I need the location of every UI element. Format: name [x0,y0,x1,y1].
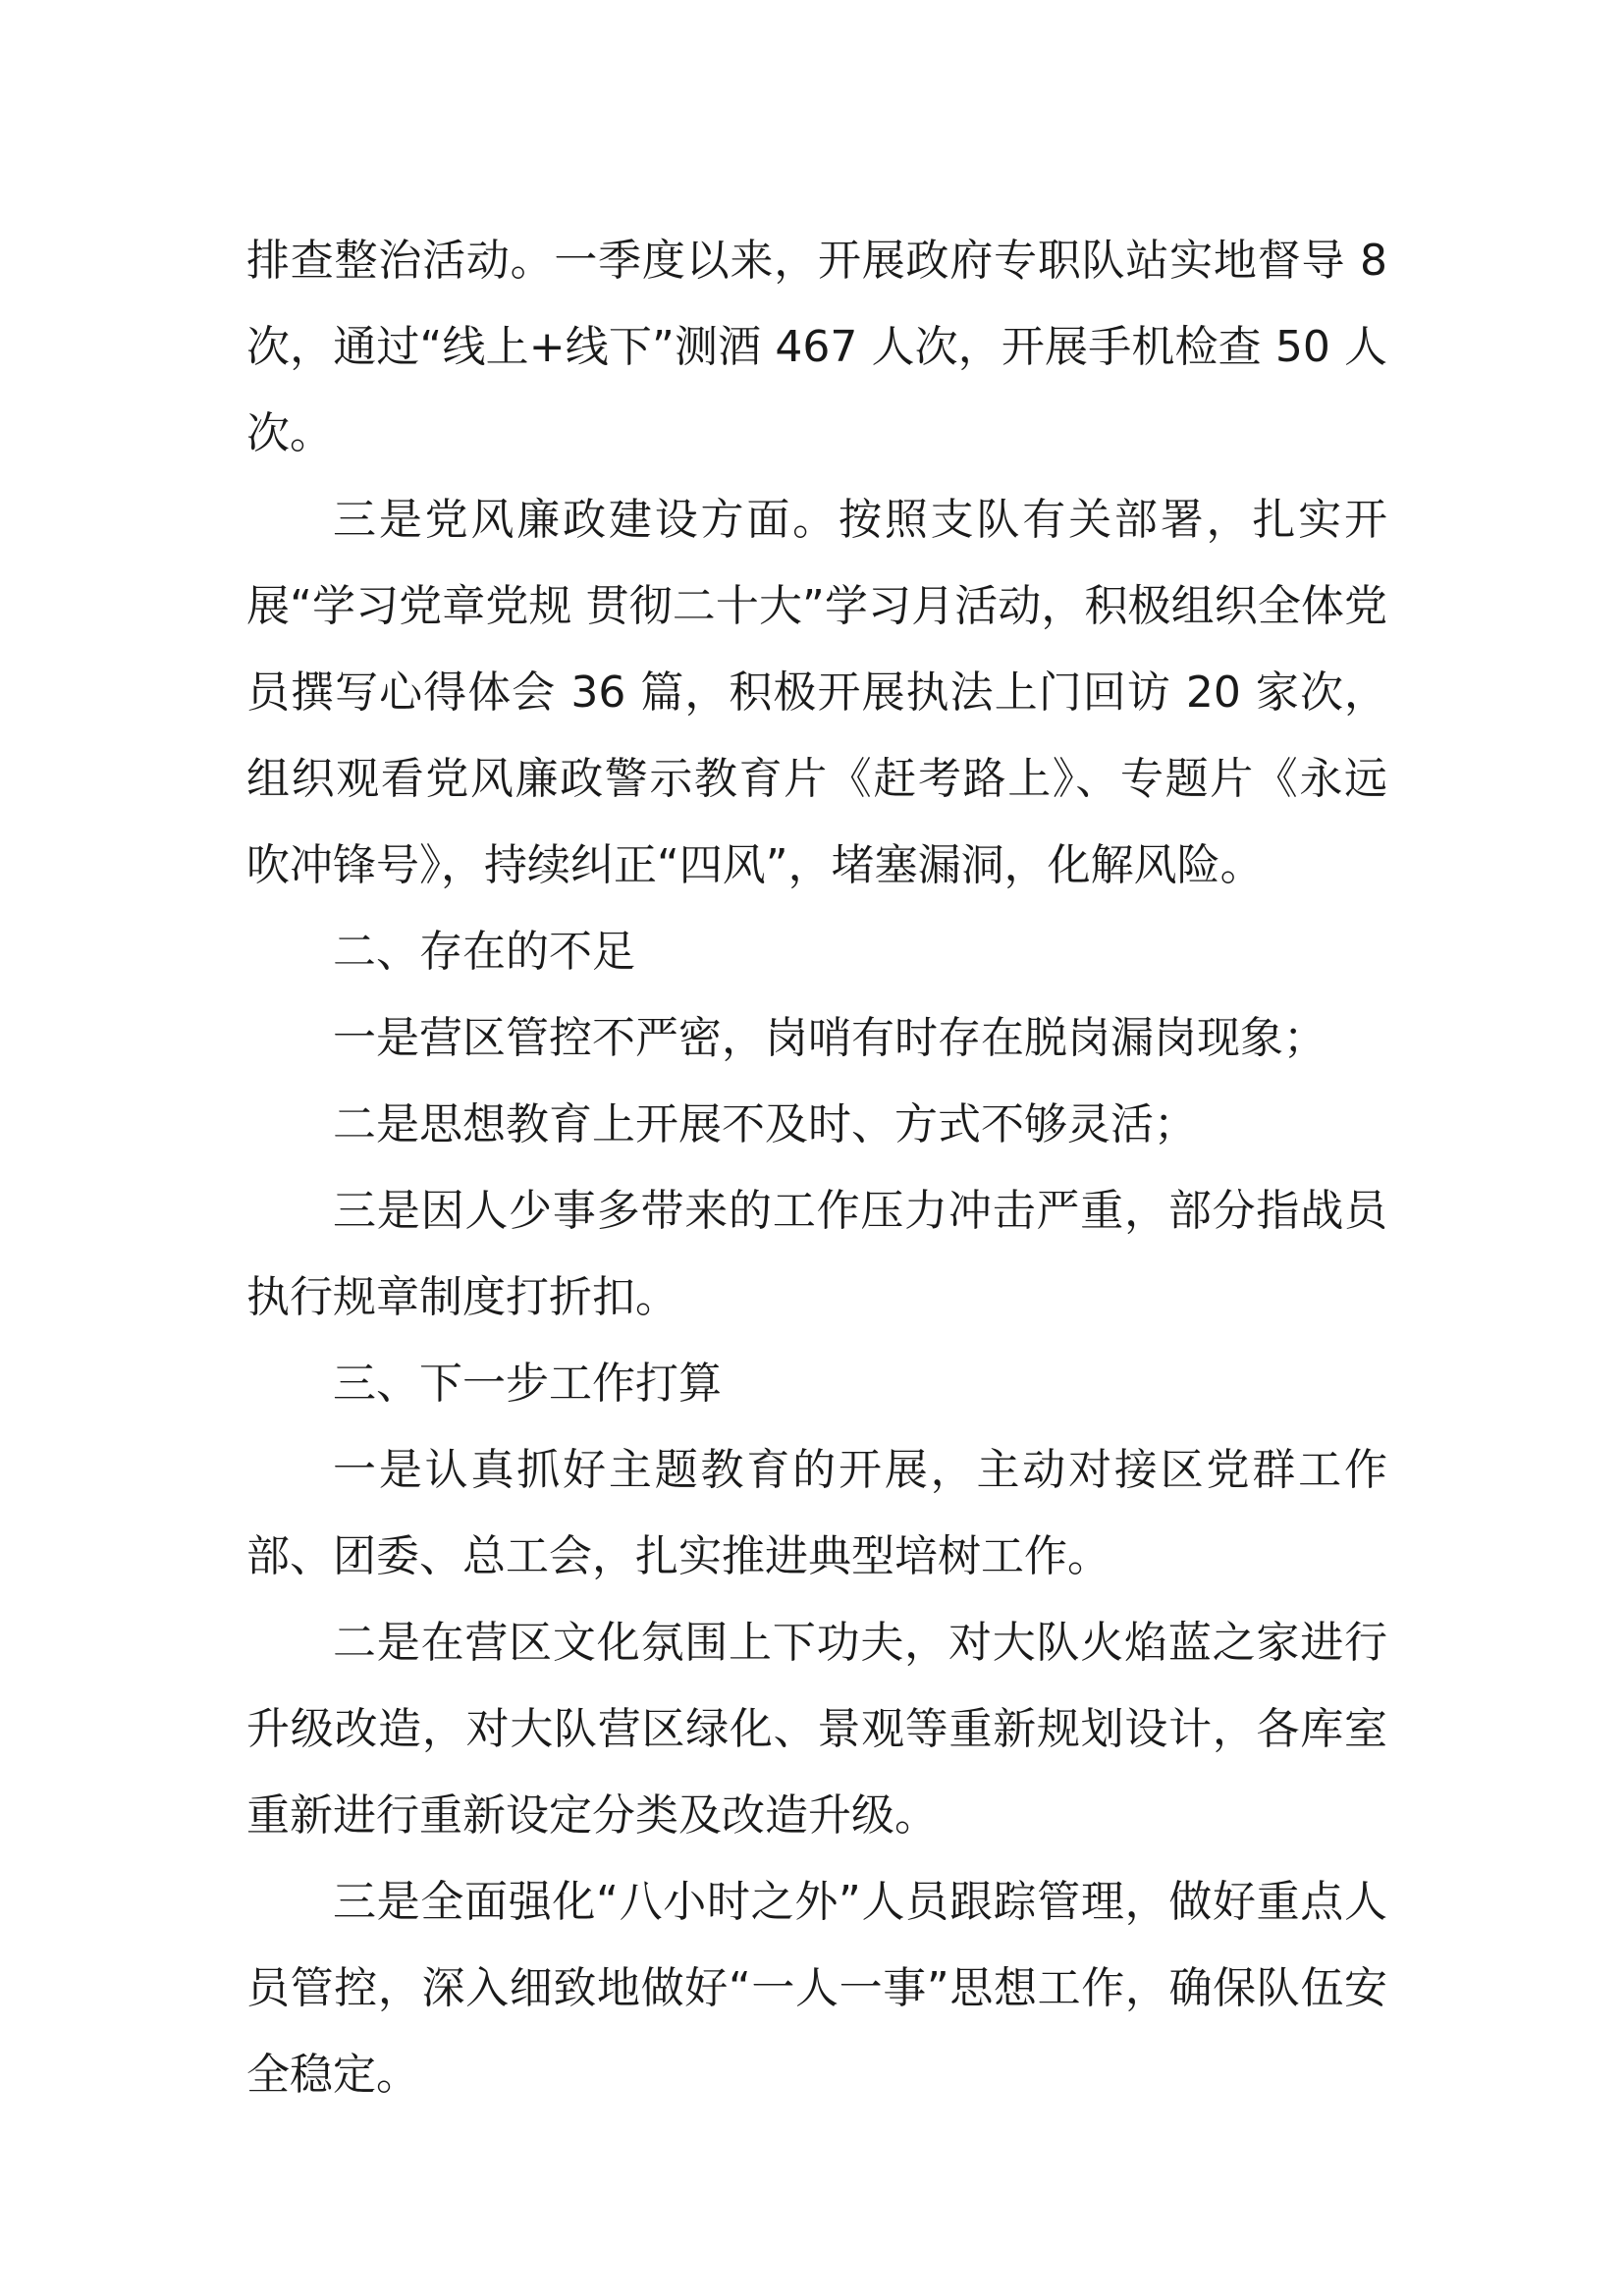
paragraph-shortcoming-2: 二是思想教育上开展不及时、方式不够灵活； [333,1099,1197,1149]
paragraph-shortcoming-3: 三是因人少事多带来的工作压力冲击严重，部分指战员执行规章制度打折扣。 [246,1186,1387,1322]
heading-next-steps: 三、下一步工作打算 [333,1359,722,1409]
paragraph-continued-inspection: 排查整治活动。一季度以来，开展政府专职队站实地督导 8 次，通过“线上+线下”测酒 467 人次，开展手机检查 50 人次。 [246,236,1387,458]
paragraph-next-step-2: 二是在营区文化氛围上下功夫，对大队火焰蓝之家进行升级改造，对大队营区绿化、景观等重新规划设计，各库室重新进行重新设定分类及改造升级。 [246,1618,1387,1841]
paragraph-party-conduct: 三是党风廉政建设方面。按照支队有关部署，扎实开展“学习党章党规 贯彻二十大”学习月活动，积极组织全体党员撰写心得体会 36 篇，积极开展执法上门回访 20 家次，组织观看党风廉政警示教育片《赶考路上》、专题片《永远吹冲锋号》，持续纠正“四风”，堵塞漏洞，化解风险。 [246,495,1387,890]
paragraph-shortcoming-1: 一是营区管控不严密，岗哨有时存在脱岗漏岗现象； [333,1013,1326,1063]
document-body [246,218,1387,2118]
heading-shortcomings: 二、存在的不足 [333,927,635,977]
paragraph-next-step-3: 三是全面强化“八小时之外”人员跟踪管理，做好重点人员管控，深入细致地做好“一人一事”思想工作，确保队伍安全稳定。 [246,1877,1387,2100]
paragraph-next-step-1: 一是认真抓好主题教育的开展，主动对接区党群工作部、团委、总工会，扎实推进典型培树工作。 [246,1445,1387,1581]
